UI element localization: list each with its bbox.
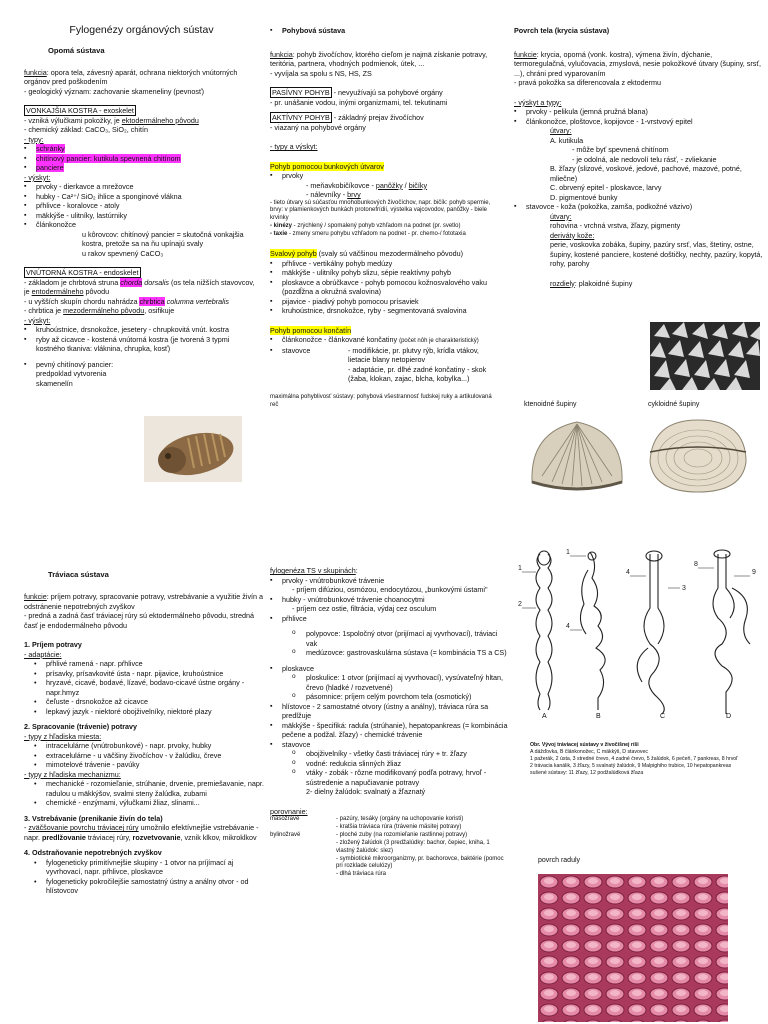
occurrence-label: - výskyt:: [24, 315, 51, 325]
list-subitem: o pásomnice: príjem celým povrchom tela (osmotický): [270, 692, 510, 702]
list-subitem: D. pigmentové bunky: [550, 192, 618, 202]
list-subitem: - modifikácie, pr. plutvy rýb, krídla vtákov, lietacie blany netopierov: [348, 345, 479, 365]
list-subitem: perie, voskovka zobáka, šupiny, pazúry srsť, vlas, štetiny, ostne, šupiny, kostené panciere, kostené doštičky, nechty, pazúry, kopytá, rohy, parohy: [550, 240, 763, 268]
list-item: ▪ pŕhlivce: [270, 614, 510, 624]
radula-caption: povrch raduly: [538, 857, 581, 864]
svg-text:1: 1: [566, 549, 570, 556]
list-item: ▪ článkonožce, ploštovce, kopijovce - 1-vrstvový epitel: [514, 117, 764, 127]
list-item: ▪ prvoky - vnútrobunkové trávenie: [270, 576, 510, 586]
list-subitem: o medúzovce: gastrovaskulárna sústava (= kombinácia TS a CS): [270, 648, 510, 658]
exoskeleton-heading: VONKAJŠIA KOSTRA - exoskelet: [26, 106, 134, 116]
integumentary-system-section: [514, 26, 764, 506]
svg-text:4: 4: [566, 623, 570, 630]
type-item: chitínový pancier: kutikula spevnená chitínom: [36, 153, 181, 163]
types-label: - adaptácie:: [24, 649, 62, 659]
function-text: funkcia: pohyb živočíchov, ktorého cieľom je najmä získanie potravy, teritória, partnera, vhodných podmienok, útek, ...: [270, 49, 488, 68]
document-title: Fylogenézy orgánových sústav: [69, 24, 214, 36]
section-heading: ▪ Pohybová sústava: [270, 26, 500, 36]
list-subitem: - je odolná, ale nedovolí telu rásť, - zvliekanie: [572, 154, 717, 164]
list-item: ▪ hlístovce - 2 samostatné otvory (ústny a análny), tráviaca rúra sa predlžuje: [270, 702, 510, 721]
list-item: • intracelulárne (vnútrobunkové) - napr. prvoky, hubky: [24, 741, 264, 751]
svg-text:2: 2: [518, 601, 522, 608]
list-item: ▪ ploskavce a obrúčkavce - pohyb pomocou kožnosvalového vaku (pozdĺžna a okružná svalovina): [270, 278, 500, 297]
text-line: - vyvíjala sa spolu s NS, HS, ZS: [270, 68, 372, 78]
list-item: ▪ pŕhlivce - koralovce - atoly: [24, 201, 259, 211]
list-item: ▪ ploskavce: [270, 664, 510, 674]
diagram-label-a: A: [542, 713, 547, 720]
subsection-heading: 4. Odstraňovanie nepotrebných zvyškov: [24, 848, 162, 858]
muscle-movement-heading: Svalový pohyb (svaly sú väčšinou mezodermálneho pôvodu): [270, 249, 463, 259]
svg-text:1: 1: [518, 565, 522, 572]
list-item: ▪ mäkkýše - špecifiká: radula (strúhanie), hepatopankreas (= kombinácia pečene a podžal. žľazy) - chemické trávenie: [270, 721, 510, 740]
active-movement: AKTÍVNY POHYB - základný prejav živočíchov: [272, 113, 424, 122]
list-item: ▪ pŕhlivce - vertikálny pohyb medúzy: [270, 259, 500, 269]
list-item: • čeľuste - drsnokožce až cicavce: [24, 697, 264, 707]
endo-spine: - u vyšších skupín chordu nahrádza chrbtica columna vertebralis: [24, 296, 229, 306]
passive-movement: PASÍVNY POHYB - nevyužívajú sa pohybové orgány: [272, 88, 443, 97]
note-text: maximálna pohyblivosť sústavy: pohybová všestrannosť ľudskej ruky a artikulovaná reč: [270, 393, 492, 408]
list-subitem: o polypovce: 1spoločný otvor (prijímací aj vyvrhovací), tráviaci vak: [270, 629, 510, 648]
geology-text: - geologický význam: zachovanie skameneliny (pevnosť): [24, 86, 205, 96]
list-item: • chemické - enzýmami, výlučkami žliaz, slinami...: [24, 798, 264, 808]
types-label: - typy z hľadiska mechanizmu:: [24, 769, 121, 779]
phylogeny-heading: fylogenéza TS v skupinách:: [270, 566, 358, 575]
svg-text:9: 9: [752, 569, 756, 576]
highlight-heading: Pohyb pomocou končatín: [270, 325, 352, 335]
diagram-label-d: D: [726, 713, 732, 720]
note-text: - kinézy - zrýchlený / spomalený pohyb vzhľadom na podnet (pr. svetlo): [270, 223, 461, 230]
text-line: - pr. unášanie vodou, inými organizmami, tel. tekutinami: [270, 97, 448, 107]
section-heading: Opomá sústava: [48, 45, 105, 55]
list-item: ▪ článkonožce - článkované končatiny (počet nôh je charakteristický): [270, 335, 500, 346]
list-subitem: - môže byť spevnená chitínom: [572, 145, 669, 154]
list-subitem: útvary:: [550, 211, 572, 221]
svg-text:3: 3: [682, 585, 686, 592]
svg-text:4: 4: [626, 569, 630, 576]
list-subitem: u rakov spevnený CaCO₃: [82, 248, 164, 258]
svg-text:8: 8: [694, 561, 698, 568]
list-subitem: rohovina - vrchná vrstva, žľazy, pigmenty: [550, 221, 681, 230]
herbivores-row: bylinožravé - ploché zuby (na rozomieľanie rastlinnej potravy) - zložený žalúdok (3 predžalúdky: bachor, čepiec, kniha, 1 vlastný žalúdok: slez) - symbiotické mikroorganizmy, pr. bachorovce, baktérie (pomoc pri rozklade celulózy) - dlhá tráviaca rúra: [270, 831, 504, 878]
list-item: ▪ pijavice - piadivý pohyb pomocou prísaviek: [270, 297, 500, 307]
text-line: - pravá pokožka sa diferencovala z ektodermu: [514, 78, 662, 87]
list-item: • prísavky, prísavkovité ústa - napr. pijavice, kruhoústnice: [24, 669, 264, 679]
occurrence-label: - výskyt a typy:: [514, 97, 562, 107]
types-label: - typy z hľadiska miesta:: [24, 731, 102, 741]
list-subitem: o ploskulice: 1 otvor (prijímací aj vyvrhovací), vysúvateľný hltan, črevo (hladké / rozvetvené): [270, 673, 510, 692]
list-item: ▪ kruhoústnice, drsnokožce, ryby - segmentovaná svalovina: [270, 306, 500, 316]
highlight-heading: Pohyb pomocou bunkových útvarov: [270, 161, 384, 171]
type-item: schránky: [36, 144, 65, 154]
list-item: ▪ mäkkýše - ulitníky, lastúrniky: [24, 211, 259, 221]
diagram-label-c: C: [660, 713, 666, 720]
carnivores-row: mäsožravé - pazúry, tesáky (orgány na uchopovanie koristi) - kratšia tráviaca rúra (trávenie mäsitej potravy): [270, 816, 464, 830]
list-item: • fylogeneticky primitívnejšie skupiny - 1 otvor na príjímací aj vyvrhovací, napr. pŕhlivce, ploskavce: [24, 858, 264, 877]
endoskeleton-heading: VNÚTORNÁ KOSTRA - endoskelet: [26, 268, 139, 278]
list-item: • lepkavý jazyk - niektoré obojživelníky, niektoré plazy: [24, 707, 264, 717]
absorption-text: - zväčšovanie povrchu tráviacej rúry umožnilo efektívnejšie vstrebávanie - napr. predlžovanie tráviacej rúry, rozvetvovanie, vznik klkov, mikroklkov: [24, 823, 259, 842]
note-text: - tieto útvary sú súčasťou mnohobunkových živočíchov, napr. bičík: pohyb spermie, brvy: v plamienkových bunkách protonefrídií, výstelka vajcovodov, panôžky - biele krvinky: [270, 199, 491, 222]
list-subitem: o obojživelníky - všetky časti tráviacej rúry + tr. žľazy: [270, 749, 510, 759]
list-item: • mimotelové trávenie - pavúky: [24, 760, 264, 770]
list-item: ▪ prvoky - dierkavce a mrežovce: [24, 182, 259, 192]
cycloid-caption: cykloidné šupiny: [648, 401, 700, 408]
ctenoid-caption: ktenoidné šupiny: [524, 401, 577, 408]
placoid-scales-image: [650, 322, 760, 390]
section-heading: Povrch tela (krycia sústava): [514, 26, 610, 35]
trilobite-image: [144, 416, 242, 482]
list-subitem: B. žľazy (slizové, voskové, jedové, pachové, mazové, potné, mliečne): [550, 164, 742, 183]
exo-chemistry: - chemický základ: CaCO₃, SiO₂, chitín: [24, 125, 148, 135]
list-item: ▪ pevný chitínový pancier: predpoklad vytvorenia skamenelín: [24, 360, 141, 389]
section-heading: Tráviaca sústava: [48, 570, 109, 579]
list-item: ▪ ryby až cicavce - kostená vnútorná kostra (je tvorená 3 typmi kostného tkaniva: vláknina, chrupka, kosť): [24, 335, 259, 354]
digestive-tract-diagram: [518, 548, 764, 726]
ctenoid-scale-image: [522, 412, 632, 496]
list-item: ▪ kruhoústnice, drsnokožce, jesetery - chrupkovitá vnút. kostra: [24, 325, 259, 335]
list-subitem: A. kutikula: [550, 135, 584, 145]
list-item: ▪ prvoky - pelikula (jemná pružná blana): [514, 107, 764, 117]
digestive-diagram-section: [518, 548, 764, 1024]
list-item: ▪ hubky - Ca²⁺/ SiO₂ ihlice a sponginové vlákna: [24, 192, 259, 202]
subsection-heading: 3. Vstrebávanie (prenikanie živín do tela): [24, 813, 163, 823]
occurrence-label: - výskyt:: [24, 172, 51, 182]
note-text: - taxie - zmeny smeru pohybu vzhľadom na podnet - pr. chemo-/ fototaxia: [270, 231, 466, 238]
list-subitem: - príjem difúziou, osmózou, endocytózou, „bunkovými ústami": [292, 585, 488, 594]
list-subitem: - adaptácie, pr. dlhé zadné končatiny - skok (žaba, klokan, zajac, blcha, kobylka...): [348, 364, 487, 384]
list-item: ▪ prvoky: [270, 171, 500, 181]
list-item: ▪ článkonožce: [24, 220, 259, 230]
comparison-label: porovnanie:: [270, 806, 308, 816]
list-subitem: o vtáky - zobák - rôzne modifikovaný podľa potravy, hrvoľ - sústredenie a napučiavanie potravy: [270, 768, 510, 787]
radula-image: [538, 874, 728, 1022]
list-item: ▪ stavovce: [270, 740, 510, 750]
differences-line: rozdiely: plakoidné šupiny: [550, 278, 633, 288]
list-item: • hryzavé, cicavé, bodavé, lízavé, bodavo-cicavé ústne orgány - napr.hmyz: [24, 678, 264, 697]
vertebrate-limbs: ▪ stavovce - modifikácie, pr. plutvy rýb, krídla vtákov, lietacie blany netopierov - adaptácie, pr. dlhé zadné končatiny - skok (žaba, klokan, zajac, blcha, kobylka...): [270, 346, 500, 384]
list-subitem: u kôrovcov: chitínový pancier = skutočná vonkajšia kostra, pretože sa na ňu upínajú svaly: [82, 229, 244, 249]
list-subitem: C. obrvený epitel - ploskavce, larvy: [550, 183, 662, 192]
list-item: • extracelulárne - u väčšiny živočíchov - v žalúdku, čreve: [24, 751, 264, 761]
diagram-label-b: B: [596, 713, 601, 720]
function-text: funkcia: opora tela, závesný aparát, ochrana niektorých vnútorných orgánov pred poškodením: [24, 67, 238, 87]
list-item: • pŕhlivé ramená - napr. pŕhlivce: [24, 659, 264, 669]
subsection-heading: 1. Príjem potravy: [24, 640, 82, 650]
text-line: - viazaný na pohybové orgány: [270, 122, 366, 132]
list-item: ▪ stavovce - koža (pokožka, zamša, podkožné väzivo): [514, 202, 764, 212]
digestive-system-section: [24, 566, 264, 1024]
list-item: ▪ mäkkýše - ulitníky pohyb slizu, sépie reaktívny pohyb: [270, 268, 500, 278]
list-subitem: - nálevníky - brvy: [306, 190, 361, 199]
endo-origin: - chrbtica je mezodermálneho pôvodu, osifikuje: [24, 306, 175, 316]
function-text: funkcie: príjem potravy, spracovanie potravy, vstrebávanie a využitie živín a odstránenie nepotrebných zvyškov: [24, 592, 264, 611]
exo-origin: - vzniká výlučkami pokožky, je ektodermálneho pôvodu: [24, 115, 199, 125]
list-item: • mechanické - rozomieľanie, strúhanie, drvenie, premiešavanie, napr. radulou u mäkkýšov, svalmi steny žalúdka, zubami: [24, 779, 264, 798]
list-subitem: - príjem cez ostie, filtrácia, výdaj cez osculum: [292, 604, 437, 613]
diagram-caption: Obr. Vývoj tráviacej sústavy v živočíšnej ríši A dážďovka, B článkonožec, C mäkkýš, D stavovec 1 pažerák, 2 ústa, 3 stredné črevo, 4 zadné črevo, 5 žalúdok, 6 pečeň, 7 pankreas, 8 hrvoľ 2 trávacia kanálik, 3 žľazy, 5 svalnatý žalúdok, 9 Malpighiho trubice, 10 hepatopankreas sušené sústavy: 11 žľazy, 12 podžalúdková žľaza: [530, 742, 738, 777]
skeletal-system-section: [24, 24, 259, 504]
list-item: • fylogeneticky pokročilejšie samostatný ústny a análny otvor - od hlístovcov: [24, 877, 264, 896]
digestive-phylogeny-section: [270, 566, 510, 1024]
list-subitem: o vodné: redukcia slinných žliaz: [270, 759, 510, 769]
endo-chorda: - základom je chrbtová struna chorda dorsalis (os tela nižších stavovcov, je entodermálneho pôvodu: [24, 277, 255, 297]
types-label: - typy a výskyt:: [270, 142, 318, 151]
locomotor-system-section: [270, 26, 500, 496]
list-subitem: 2- dielny žalúdok: svalnatý a žľaznatý: [306, 787, 426, 796]
list-subitem: útvary:: [550, 126, 572, 135]
type-item: panciere: [36, 163, 64, 173]
list-subitem: deriváty kože:: [550, 230, 595, 240]
subsection-heading: 2. Spracovanie (trávenie) potravy: [24, 722, 138, 732]
function-text: funkcie: krycia, oporná (vonk. kostra), výmena živín, dýchanie, termoregulačná, vylučovacia, zmyslová, nesie pokožkové útvary (šupiny, srsť, ...), chráni pred vyparovaním: [514, 49, 762, 78]
types-label: - typy:: [24, 134, 44, 144]
text-line: - predná a zadná časť tráviacej rúry sú ektodermálneho pôvodu, stredná časť je endodermálneho pôvodu: [24, 611, 255, 630]
list-subitem: - meňavkobičíkovce - panôžky / bičíky: [306, 180, 428, 190]
cycloid-scale-image: [642, 412, 754, 496]
list-item: ▪ hubky - vnútrobunkové trávenie choanocytmi: [270, 595, 510, 605]
